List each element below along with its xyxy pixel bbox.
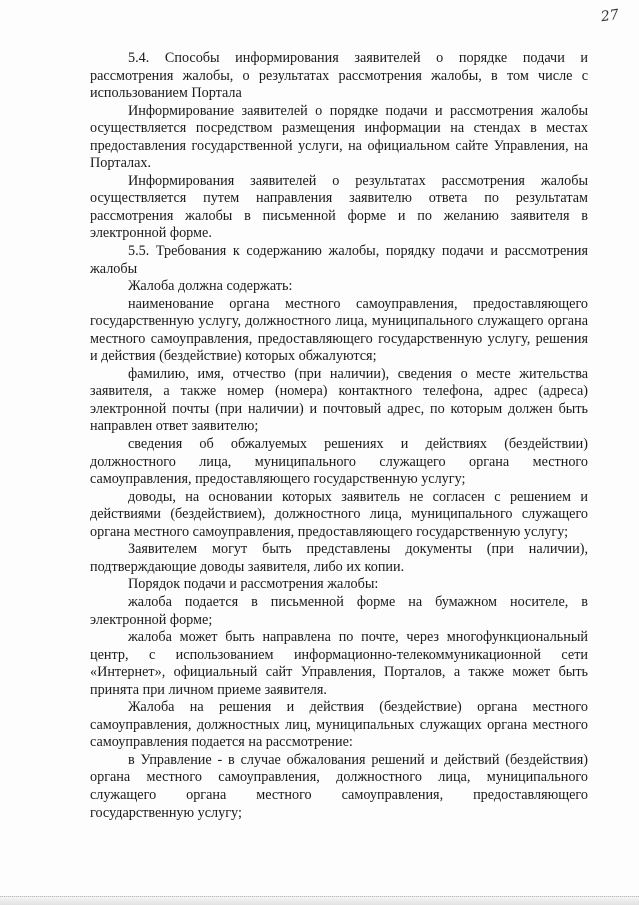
paragraph-applicant-details: фамилию, имя, отчество (при наличии), сведения о месте жительства заявителя, а также номер (номера) контактного телефона, адрес (адреса) электронной почты (при наличии) и почтовый адрес, по которым должен быть направлен ответ заявителю;	[90, 365, 588, 435]
paragraph-complaint-contents-intro: Жалоба должна содержать:	[128, 278, 293, 295]
paragraph-informing-results: Информирования заявителей о результатах рассмотрения жалобы осуществляется путем направления заявителю ответа по результатам рассмотрения жалобы в письменной форме и по желанию заявителя в электронной форме.	[90, 172, 588, 242]
scan-edge	[0, 896, 639, 905]
paragraph-5-5-heading: 5.5. Требования к содержанию жалобы, порядку подачи и рассмотрения жалобы	[90, 243, 588, 277]
paragraph-filing-channels: жалоба может быть направлена по почте, через многофункциональный центр, с использованием информационно-телекоммуникационной сети «Интернет», официальный сайт Управления, Порталов, а также может быть принята при личном приеме заявителя.	[90, 629, 588, 698]
paragraph-appealed-decisions: сведения об обжалуемых решениях и действиях (бездействии) должностного лица, муниципального служащего органа местного самоуправления, предоставляющего государственную услугу;	[90, 436, 588, 488]
page-number: 27	[600, 6, 621, 26]
paragraph-informing-procedure: Информирование заявителей о порядке подачи и рассмотрения жалобы осуществляется посредством размещения информации на стендах в местах предоставления государственной услуги, на официальном сайте Управления, на Порталах.	[90, 102, 588, 172]
paragraph-filing-procedure-intro: Порядок подачи и рассмотрения жалобы:	[128, 576, 379, 593]
paragraph-filing-form: жалоба подается в письменной форме на бумажном носителе, в электронной форме;	[90, 593, 588, 628]
paragraph-authority-name: наименование органа местного самоуправления, предоставляющего государственную услугу, должностного лица, муниципального служащего органа местного самоуправления, предоставляющего государственную услугу, решения и действия (бездействие) которых обжалуются;	[90, 295, 588, 365]
paragraph-arguments: доводы, на основании которых заявитель не согласен с решением и действиями (бездействием), должностного лица, муниципального служащего органа местного самоуправления, предоставляющего государственную услугу;	[90, 488, 588, 540]
paragraph-complaint-submission: Жалоба на решения и действия (бездействие) органа местного самоуправления, должностных лиц, муниципальных служащих органа местного самоуправления подается на рассмотрение:	[90, 699, 588, 751]
paragraph-supporting-documents: Заявителем могут быть представлены документы (при наличии), подтверждающие доводы заявителя, либо их копии.	[90, 541, 588, 575]
paragraph-5-4-heading: 5.4. Способы информирования заявителей о порядке подачи и рассмотрения жалобы, о результатах рассмотрения жалобы, в том числе с использованием Портала	[90, 50, 588, 102]
document-body	[90, 50, 588, 822]
paragraph-to-administration: в Управление - в случае обжалования решений и действий (бездействия) органа местного самоуправления, должностного лица, муниципального служащего органа местного самоуправления, предоставляющего государственную услугу;	[90, 751, 588, 821]
